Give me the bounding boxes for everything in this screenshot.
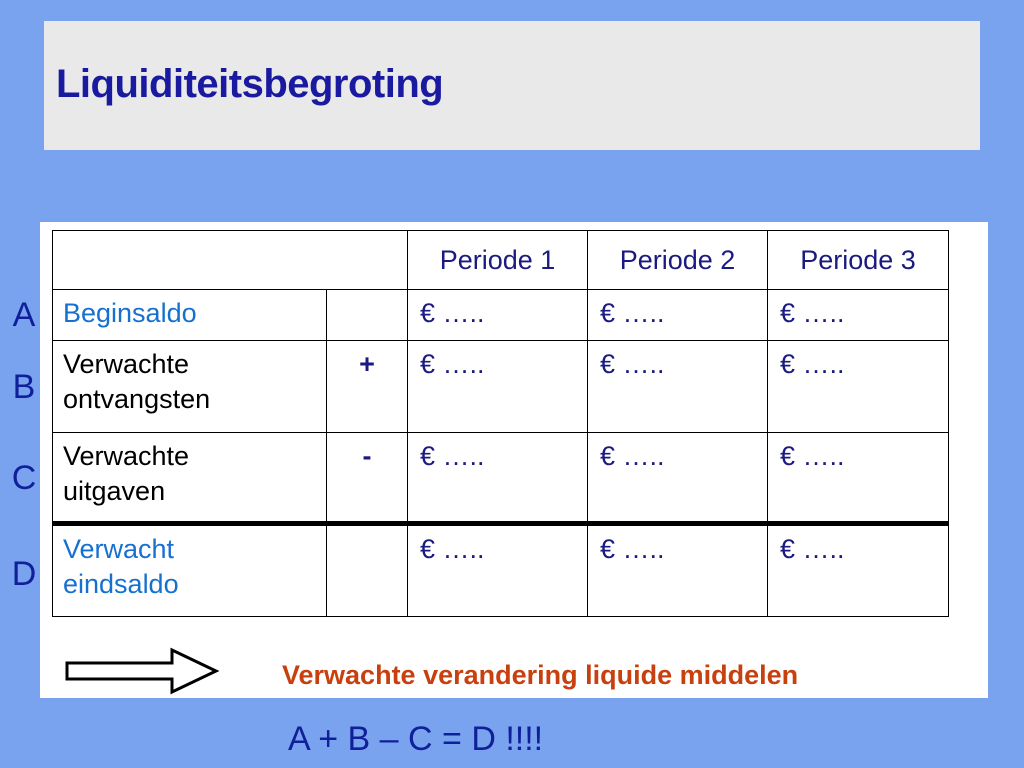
row-label-line1: Verwacht (63, 534, 175, 564)
value-cell: € ….. (588, 524, 768, 617)
liquidity-table (52, 230, 949, 617)
value-cell: € ….. (408, 433, 588, 524)
arrow-right-icon (64, 646, 224, 696)
table-row (53, 341, 949, 433)
table-row (53, 524, 949, 617)
row-label-ontvangsten (53, 341, 327, 433)
slide-title: Liquiditeitsbegroting (56, 62, 444, 106)
row-label-line2: uitgaven (63, 475, 166, 506)
row-label-uitgaven (53, 433, 327, 524)
table-row (53, 290, 949, 341)
value-cell: € ….. (768, 524, 949, 617)
row-letter-c: C (11, 459, 37, 497)
formula-text: A + B – C = D !!!! (288, 720, 544, 758)
value-cell: € ….. (588, 433, 768, 524)
value-cell: € ….. (768, 341, 949, 433)
value-cell: € ….. (408, 290, 588, 341)
value-cell: € ….. (408, 524, 588, 617)
row-letter-d: D (11, 555, 37, 593)
header-periode-1: Periode 1 (408, 231, 588, 290)
value-cell: € ….. (768, 290, 949, 341)
change-note: Verwachte verandering liquide middelen (282, 660, 799, 690)
row-label-line1: Verwachte (63, 349, 190, 379)
title-box (44, 21, 980, 150)
table-header-row (53, 231, 949, 290)
header-blank-cell (53, 231, 408, 290)
header-periode-3: Periode 3 (768, 231, 949, 290)
table-row (53, 433, 949, 524)
row-label-beginsaldo (53, 290, 327, 341)
row-label-line2: ontvangsten (63, 383, 211, 414)
value-cell: € ….. (588, 290, 768, 341)
row-label-line2: eindsaldo (63, 568, 179, 599)
row-letter-a: A (12, 296, 36, 334)
row-label-eindsaldo (53, 524, 327, 617)
header-periode-2: Periode 2 (588, 231, 768, 290)
row-sign-plus: + (327, 341, 408, 433)
row-sign (327, 290, 408, 341)
row-sign-minus: - (327, 433, 408, 524)
value-cell: € ….. (408, 341, 588, 433)
value-cell: € ….. (588, 341, 768, 433)
value-cell: € ….. (768, 433, 949, 524)
row-sign (327, 524, 408, 617)
row-label-line1: Beginsaldo (63, 298, 197, 328)
row-label-line1: Verwachte (63, 441, 190, 471)
row-letter-b: B (12, 368, 36, 406)
